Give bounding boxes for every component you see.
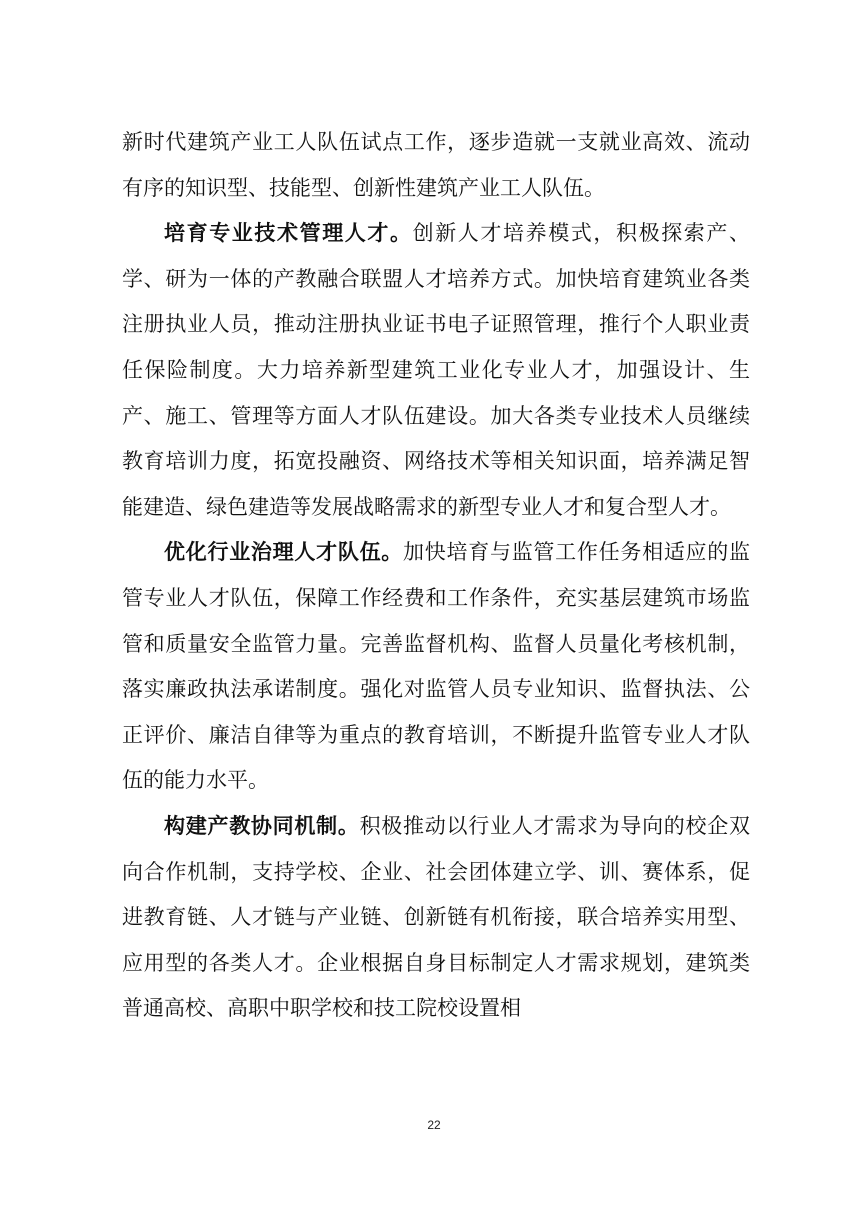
paragraph-4-text: 积极推动以行业人才需求为导向的校企双向合作机制，支持学校、企业、社会团体建立学、训、赛体系，促进教育链、人才链与产业链、创新链有机衔接，联合培养实用型、应用型的各类人才。企业根据自身目标制定人才需求规划，建筑类普通高校、高职中职学校和技工院校设置相 [122, 813, 750, 1021]
paragraph-1 [122, 120, 750, 211]
paragraph-3-lead: 优化行业治理人才队伍。 [164, 540, 404, 565]
paragraph-4 [122, 804, 750, 1032]
page-number: 22 [427, 1118, 441, 1132]
paragraph-2-text: 创新人才培养模式，积极探索产、学、研为一体的产教融合联盟人才培养方式。加快培育建筑业各类注册执业人员，推动注册执业证书电子证照管理，推行个人职业责任保险制度。大力培养新型建筑工业化专业人才，加强设计、生产、施工、管理等方面人才队伍建设。加大各类专业技术人员继续教育培训力度，拓宽投融资、网络技术等相关知识面，培养满足智能建造、绿色建造等发展战略需求的新型专业人才和复合型人才。 [122, 221, 751, 519]
paragraph-1-text: 新时代建筑产业工人队伍试点工作，逐步造就一支就业高效、流动有序的知识型、技能型、创新性建筑产业工人队伍。 [122, 130, 750, 200]
paragraph-4-lead: 构建产教协同机制。 [164, 813, 360, 838]
paragraph-2-lead: 培育专业技术管理人才。 [164, 221, 413, 246]
body-text [122, 120, 750, 1032]
paragraph-3 [122, 530, 750, 804]
paragraph-3-text: 加快培育与监管工作任务相适应的监管专业人才队伍，保障工作经费和工作条件，充实基层建筑市场监管和质量安全监管力量。完善监督机构、监督人员量化考核机制，落实廉政执法承诺制度。强化对监管人员专业知识、监督执法、公正评价、廉洁自律等为重点的教育培训，不断提升监管专业人才队伍的能力水平。 [122, 540, 751, 793]
paragraph-2 [122, 211, 750, 530]
